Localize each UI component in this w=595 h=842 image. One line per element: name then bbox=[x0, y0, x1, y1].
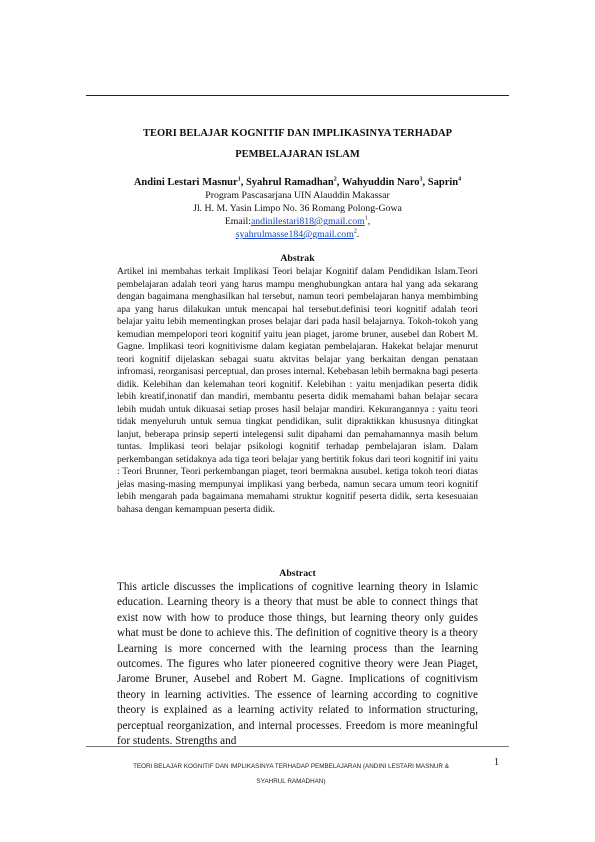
author-affiliation-mark: 1 bbox=[237, 176, 241, 183]
email-line-2 bbox=[86, 229, 509, 241]
email-line bbox=[86, 216, 509, 228]
email-mark-1: 1 bbox=[364, 215, 368, 222]
footer-line-2: SYAHRUL RAMADHAN) bbox=[256, 778, 326, 785]
author-name: Wahyuddin Naro bbox=[341, 177, 420, 188]
affiliation: Program Pascasarjana UIN Alauddin Makassar bbox=[205, 190, 390, 201]
email-label: Email: bbox=[224, 216, 251, 227]
email-link-2[interactable]: syahrulmasse184@gmail.com bbox=[235, 229, 354, 240]
author-list bbox=[86, 176, 509, 189]
author-name: Saprin bbox=[427, 177, 459, 188]
abstrak-heading: Abstrak bbox=[280, 253, 315, 264]
footer-rule bbox=[86, 746, 509, 747]
email-link-1[interactable]: andinilestari818@gmail.com bbox=[250, 216, 365, 227]
paper-title-line-1: TEORI BELAJAR KOGNITIF DAN IMPLIKASINYA TERHADAP bbox=[142, 128, 453, 139]
email-mark-2: 2 bbox=[353, 228, 357, 235]
running-footer bbox=[86, 759, 496, 789]
address: Jl. H. M. Yasin Limpo No. 36 Romang Polong-Gowa bbox=[193, 203, 402, 214]
author-separator: , bbox=[240, 177, 246, 188]
author-separator: , bbox=[422, 177, 428, 188]
paper-title-line-2: PEMBELAJARAN ISLAM bbox=[235, 149, 360, 160]
email-end: . bbox=[356, 229, 360, 240]
abstract-body: This article discusses the implications of cognitive learning theory in Islamic education. Learning theory is a theory that must be able to connect things that exist now with how to produce those things, but learning theory only guides what must be done to achieve this. The definition of cognitive theory is a theory Learning is more concerned with the learning process than the learning outcomes. The figures who later pioneered cognitive theory were Jean Piaget, Jarome Bruner, Ausebel and Robert M. Gagne. Implications of cognitivism theory in learning activities. The essence of learning according to cognitive theory is explained as a learning activity related to information structuring, perceptual reorganization, and internal processes. Freedom is more meaningful for students. Strengths and bbox=[117, 581, 478, 748]
author-separator: , bbox=[336, 177, 342, 188]
author-affiliation-mark: 4 bbox=[458, 176, 462, 183]
header-rule bbox=[86, 95, 509, 96]
email-separator: , bbox=[367, 216, 371, 227]
abstract-heading: Abstract bbox=[279, 568, 316, 579]
author-affiliation-mark: 3 bbox=[419, 176, 423, 183]
abstrak-body: Artikel ini membahas terkait Implikasi Teori belajar Kognitif dalam Pendidikan Islam.Teori pembelajaran adalah teori yang harus mampu menghubungkan antara hal yang ada sekarang dengan bagaimana menghasilkan hal tersebut, namun teori pembelajaran hanya membimbing apa yang harus dilakukan untuk mencapai hal tersebut.definisi teori kognitif adalah teori belajar yaitu lebih mementingkan proses belajar dari pada hasil belajarnya. Tokoh-tokoh yang kemudian mempelopori teori kognitif yaitu jean piaget, jarome bruner, ausebel dan Robert M. Gagne. Implikasi teori kognitivisme dalam kegiatan pembelajaran. Hakekat belajar menurut teori kognitif dijelaskan sebagai suatu aktvitas belajar yang berkaitan dengan penataan infromasi, reorganisasi perceptual, dan proses internal. Kebebasan lebih bermakna bagi peserta didik. Kelebihan dan kelemahan teori kognitif. Kelebihan : yaitu menjadikan peserta didik lebih kreatif,inonatif dan mandiri, membantu peserta didik memahami bahan belajar secara lebih mudah untuk dikuasai setiap proses hasil belajar mandiri. Kekurangannya : yaitu teori tidak menyeluruh untuk semua tingkat pendidikan, sulit dipraktikkan khususnya ditingkat lanjut, beberapa prinsip seperti intelegensi sulit dipahami dan pemahamannya masih belum tuntas. Implikasi teori belajar psikologi kognitif terhadap pembelajaran islam. Dalam perkembangan setidaknya ada tiga teori belajar yang bertitik fokus dari teori kognitif ini yaitu : Teori Brunner, Teori perkembangan piaget, teori bermakna ausubel. ketiga tokoh teori diatas jelas masing-masing mempunyai implikasi yang berbeda, namun secara umum teori kognitif lebih mengarah pada bagaimana memahami struktur kognitif peserta didik, serta kesesuaian bahasa dengan kemampuan peserta didik. bbox=[117, 267, 478, 515]
author-affiliation-mark: 2 bbox=[333, 176, 337, 183]
page-number: 1 bbox=[494, 757, 499, 768]
footer-line-1: TEORI BELAJAR KOGNITIF DAN IMPLIKASINYA TERHADAP PEMBELAJARAN (ANDINI LESTARI MASNUR & bbox=[133, 763, 449, 770]
author-name: Syahrul Ramadhan bbox=[245, 177, 334, 188]
author-name: Andini Lestari Masnur bbox=[133, 177, 238, 188]
